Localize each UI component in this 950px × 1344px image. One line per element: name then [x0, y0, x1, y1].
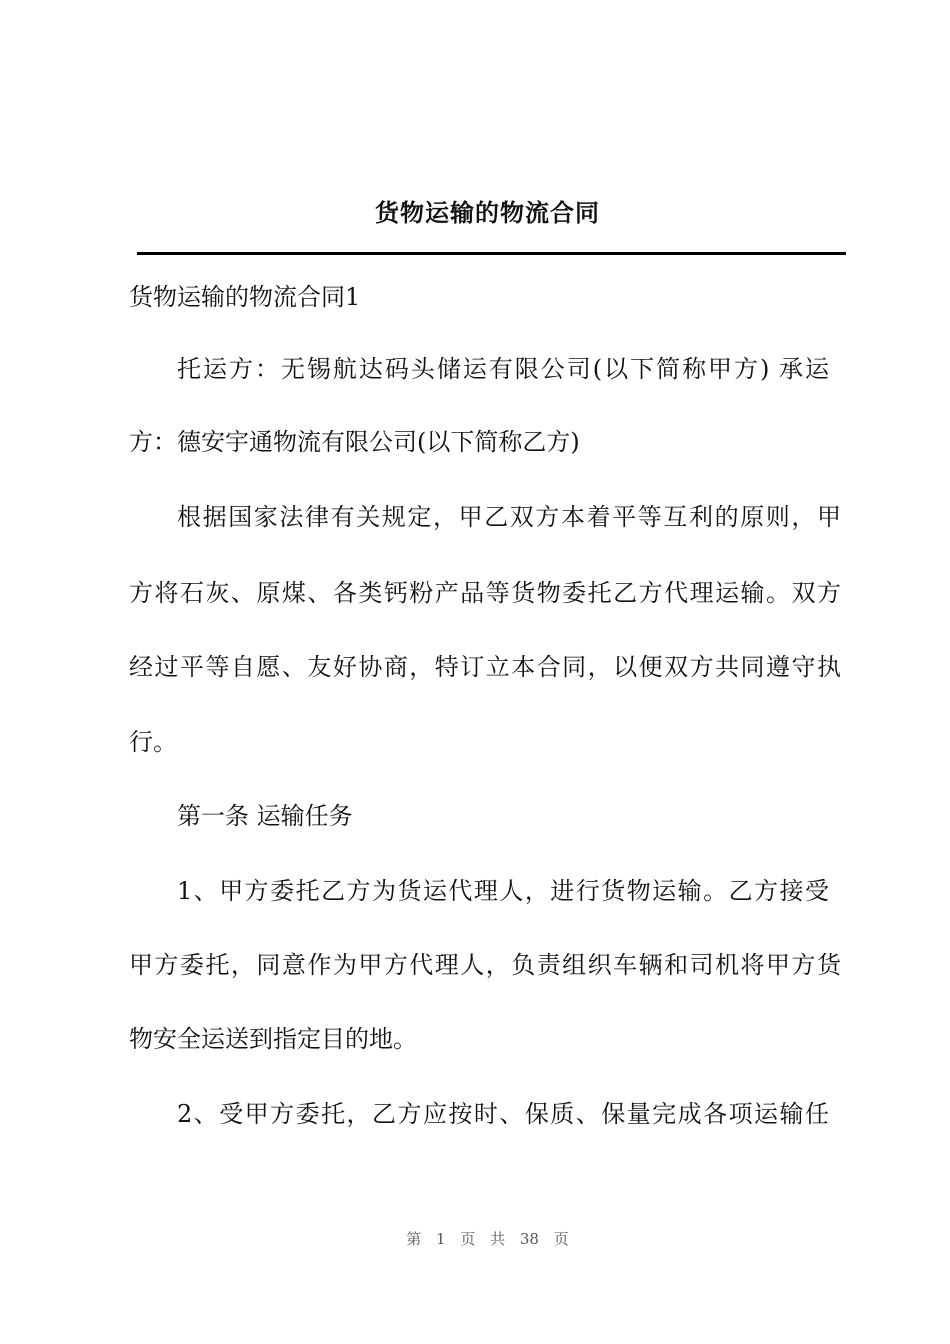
paragraph-line: 物安全运送到指定目的地。 — [129, 1025, 417, 1053]
title-divider — [137, 252, 846, 255]
paragraph-line: 根据国家法律有关规定，甲乙双方本着平等互利的原则，甲 — [177, 503, 841, 531]
document-title: 货物运输的物流合同 — [375, 199, 600, 227]
paragraph-line: 托运方：无锡航达码头储运有限公司(以下简称甲方) 承运 — [177, 355, 829, 383]
contract-heading: 货物运输的物流合同1 — [129, 283, 361, 311]
paragraph-line: 1、甲方委托乙方为货运代理人，进行货物运输。乙方接受 — [177, 877, 829, 905]
paragraph-line: 方将石灰、原煤、各类钙粉产品等货物委托乙方代理运输。双方 — [129, 579, 841, 607]
page-number-footer: 第 1 页 共 38 页 — [406, 1230, 569, 1248]
section-heading: 第一条 运输任务 — [177, 802, 353, 830]
paragraph-line: 2、受甲方委托，乙方应按时、保质、保量完成各项运输任 — [177, 1100, 829, 1128]
paragraph-line: 方：德安宇通物流有限公司(以下简称乙方) — [129, 428, 580, 456]
paragraph-line: 经过平等自愿、友好协商，特订立本合同，以便双方共同遵守执 — [129, 653, 841, 681]
paragraph-line: 行。 — [129, 728, 177, 756]
paragraph-line: 甲方委托，同意作为甲方代理人，负责组织车辆和司机将甲方货 — [129, 951, 841, 979]
